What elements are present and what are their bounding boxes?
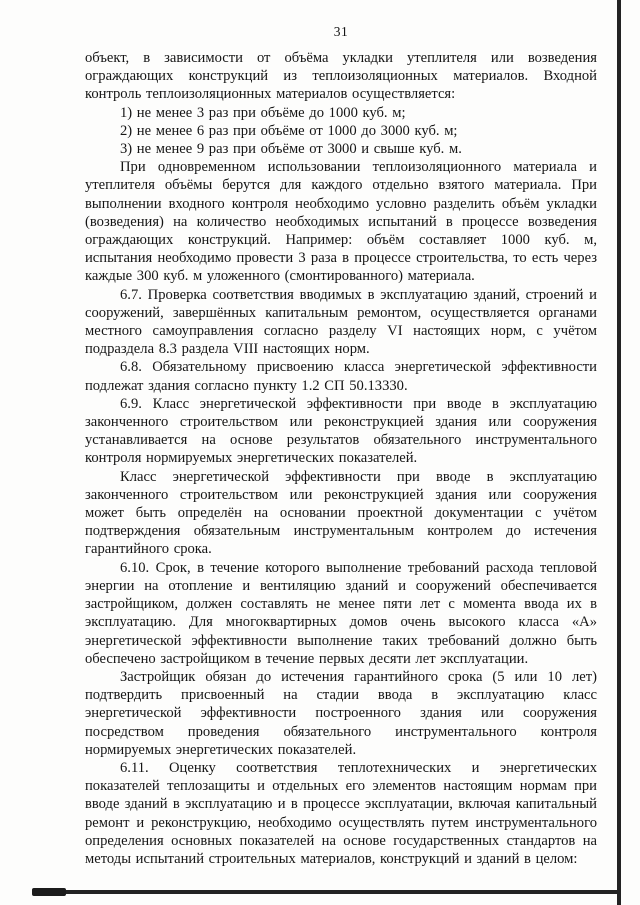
body-paragraph: При одновременном использовании теплоизоляционного материала и утеплителя объёмы берутся для каждого отдельно взятого материала. При выполнении входного контроля необходимо условно разделить объём укладки (возведения) на количество необходимых испытаний в процессе возведения ограждающих конструкций. Например: объём составляет 1000 куб. м, испытания необходимо провести 3 раза в процессе строительства, то есть через каждые 300 куб. м уложенного (смонтированного) материала. [85,159,597,285]
body-paragraph: 6.10. Срок, в течение которого выполнение требований расхода тепловой энергии на отопление и вентиляцию зданий и сооружений обеспечивается застройщиком, должен составлять не менее пяти лет с момента ввода их в эксплуатацию. Для многоквартирных домов очень высокого класса «А» энергетической эффективности выполнение таких требований должно быть обеспечено застройщиком в течение первых десяти лет эксплуатации. [85,559,597,667]
scan-artifact [32,888,66,896]
body-paragraph: 6.8. Обязательному присвоению класса энергетической эффективности подлежат здания согласно пункту 1.2 СП 50.13330. [85,359,597,394]
page-number: 31 [333,24,349,39]
scan-edge-bottom [32,890,621,894]
body-paragraph: 6.9. Класс энергетической эффективности при вводе в эксплуатацию законченного строительством или реконструкцией здания или сооружения устанавливается на основе результатов обязательного инструментального контроля нормируемых энергетических показателей. [85,395,597,467]
scan-edge-right [617,0,621,905]
body-paragraph: Застройщик обязан до истечения гарантийного срока (5 или 10 лет) подтвердить присвоенный на стадии ввода в эксплуатацию класс энергетической эффективности построенного здания или сооружения посредством проведения обязательного инструментального контроля нормируемых энергетических показателей. [85,668,597,758]
body-paragraph: 6.7. Проверка соответствия вводимых в эксплуатацию зданий, строений и сооружений, завершённых капитальным ремонтом, осуществляется органами местного самоуправления согласно разделу VI настоящих норм, с учётом подраздела 8.3 раздела VIII настоящих норм. [85,286,597,358]
page-body [85,49,597,868]
body-paragraph: Класс энергетической эффективности при вводе в эксплуатацию законченного строительством или реконструкцией здания или сооружения может быть определён на основании проектной документации с учётом подтверждения обязательным инструментальным контролем до истечения гарантийного срока. [85,468,597,558]
body-paragraph: объект, в зависимости от объёма укладки утеплителя или возведения ограждающих конструкций из теплоизоляционных материалов. Входной контроль теплоизоляционных материалов осуществляется: [85,50,597,103]
list-item: 3) не менее 9 раз при объёме от 3000 и свыше куб. м. [120,141,462,158]
list-item: 1) не менее 3 раз при объёме до 1000 куб. м; [120,104,406,121]
list-item: 2) не менее 6 раз при объёме от 1000 до 3000 куб. м; [120,122,458,139]
body-paragraph: 6.11. Оценку соответствия теплотехнических и энергетических показателей теплозащиты и отдельных его элементов настоящим нормам при вводе зданий в эксплуатацию и в процессе эксплуатации, включая капитальный ремонт и реконструкцию, необходимо осуществлять путем инструментального определения основных показателей на основе государственных стандартов на методы испытаний строительных материалов, конструкций и зданий в целом: [85,759,597,867]
